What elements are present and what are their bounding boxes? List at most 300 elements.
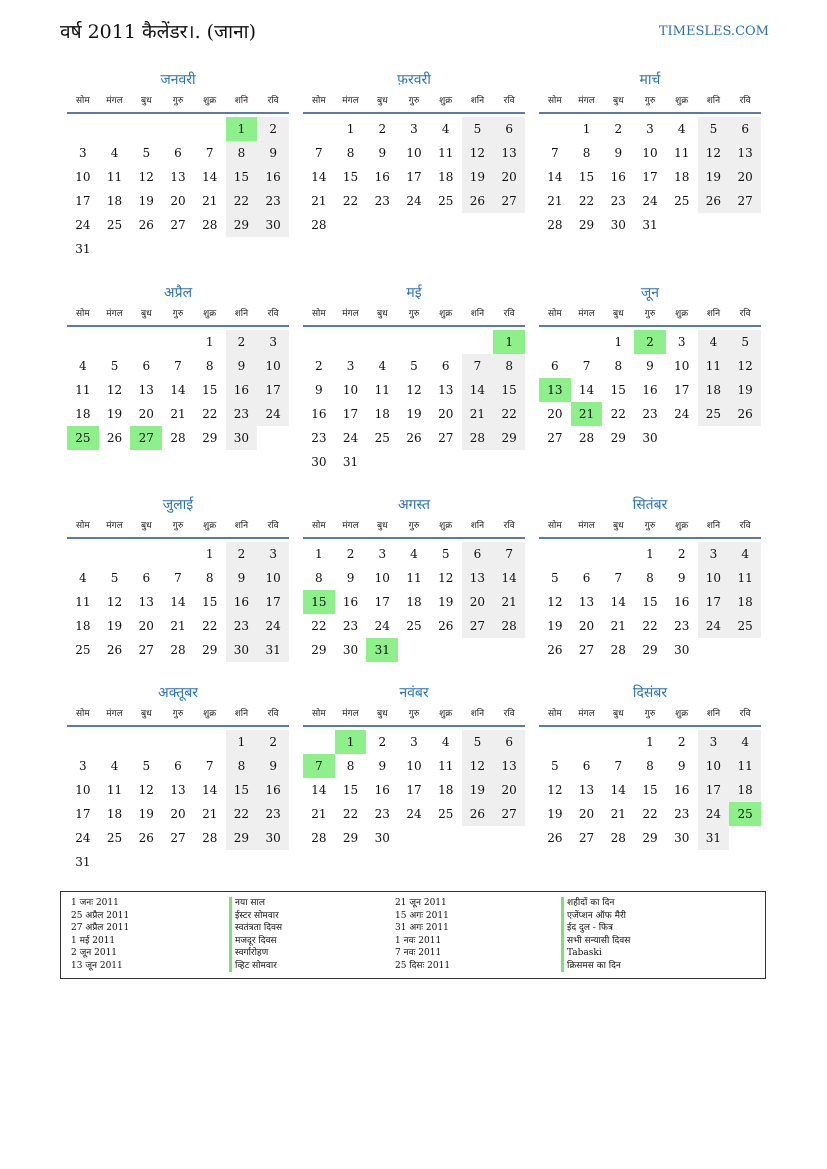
day-cell[interactable]: 6 xyxy=(462,542,494,566)
day-cell[interactable]: 24 xyxy=(406,194,422,208)
day-cell[interactable]: 11 xyxy=(106,170,123,184)
day-cell[interactable]: 1 xyxy=(226,730,258,754)
day-cell[interactable]: 25 xyxy=(698,402,730,426)
day-cell[interactable]: 27 xyxy=(547,431,563,445)
day-cell[interactable]: 11 xyxy=(674,146,690,160)
day-cell[interactable]: 10 xyxy=(674,359,690,373)
day-cell[interactable]: 8 xyxy=(614,359,623,373)
day-cell[interactable]: 7 xyxy=(493,542,525,566)
day-cell[interactable]: 11 xyxy=(438,759,454,773)
day-cell[interactable]: 10 xyxy=(75,783,91,797)
holiday-day-cell[interactable]: 15 xyxy=(303,590,335,614)
day-cell[interactable]: 4 xyxy=(441,122,450,136)
day-cell[interactable]: 18 xyxy=(729,590,761,614)
day-cell[interactable]: 23 xyxy=(257,189,289,213)
day-cell[interactable]: 12 xyxy=(729,354,761,378)
day-cell[interactable]: 20 xyxy=(138,407,154,421)
day-cell[interactable]: 28 xyxy=(170,431,186,445)
day-cell[interactable]: 2 xyxy=(677,547,686,561)
day-cell[interactable]: 22 xyxy=(226,189,258,213)
day-cell[interactable]: 3 xyxy=(378,547,387,561)
day-cell[interactable]: 11 xyxy=(75,595,91,609)
day-cell[interactable]: 21 xyxy=(493,590,525,614)
day-cell[interactable]: 9 xyxy=(378,146,387,160)
day-cell[interactable]: 26 xyxy=(729,402,761,426)
day-cell[interactable]: 5 xyxy=(551,571,559,585)
day-cell[interactable]: 11 xyxy=(406,571,422,585)
day-cell[interactable]: 20 xyxy=(493,778,525,802)
day-cell[interactable]: 10 xyxy=(698,754,730,778)
day-cell[interactable]: 3 xyxy=(698,730,730,754)
day-cell[interactable]: 31 xyxy=(642,218,658,232)
day-cell[interactable]: 28 xyxy=(202,831,218,845)
day-cell[interactable]: 18 xyxy=(374,407,390,421)
day-cell[interactable]: 1 xyxy=(315,547,323,561)
day-cell[interactable]: 8 xyxy=(226,141,258,165)
day-cell[interactable]: 18 xyxy=(406,595,422,609)
day-cell[interactable]: 10 xyxy=(698,566,730,590)
day-cell[interactable]: 17 xyxy=(257,378,289,402)
day-cell[interactable]: 26 xyxy=(547,643,563,657)
day-cell[interactable]: 26 xyxy=(438,619,454,633)
day-cell[interactable]: 15 xyxy=(642,595,658,609)
day-cell[interactable]: 14 xyxy=(462,378,494,402)
day-cell[interactable]: 15 xyxy=(610,383,626,397)
day-cell[interactable]: 28 xyxy=(578,431,595,445)
day-cell[interactable]: 3 xyxy=(257,330,289,354)
day-cell[interactable]: 19 xyxy=(138,807,154,821)
day-cell[interactable]: 24 xyxy=(674,407,690,421)
day-cell[interactable]: 7 xyxy=(614,759,623,773)
day-cell[interactable]: 12 xyxy=(547,595,563,609)
day-cell[interactable]: 17 xyxy=(75,194,91,208)
day-cell[interactable]: 6 xyxy=(142,359,151,373)
day-cell[interactable]: 30 xyxy=(226,638,258,662)
day-cell[interactable]: 15 xyxy=(493,378,525,402)
holiday-day-cell[interactable]: 7 xyxy=(303,754,335,778)
holiday-day-cell[interactable]: 25 xyxy=(729,802,761,826)
day-cell[interactable]: 6 xyxy=(493,117,525,141)
day-cell[interactable]: 9 xyxy=(226,566,258,590)
day-cell[interactable]: 9 xyxy=(614,146,623,160)
day-cell[interactable]: 23 xyxy=(642,407,658,421)
day-cell[interactable]: 5 xyxy=(410,359,418,373)
day-cell[interactable]: 3 xyxy=(346,359,355,373)
day-cell[interactable]: 31 xyxy=(698,826,730,850)
day-cell[interactable]: 22 xyxy=(493,402,525,426)
day-cell[interactable]: 26 xyxy=(462,802,494,826)
day-cell[interactable]: 7 xyxy=(462,354,494,378)
day-cell[interactable]: 12 xyxy=(138,783,154,797)
day-cell[interactable]: 30 xyxy=(674,643,690,657)
day-cell[interactable]: 9 xyxy=(677,759,686,773)
day-cell[interactable]: 2 xyxy=(257,117,289,141)
day-cell[interactable]: 26 xyxy=(698,189,730,213)
day-cell[interactable]: 26 xyxy=(138,218,154,232)
day-cell[interactable]: 17 xyxy=(406,170,422,184)
day-cell[interactable]: 8 xyxy=(646,571,654,585)
day-cell[interactable]: 14 xyxy=(202,170,218,184)
day-cell[interactable]: 10 xyxy=(642,146,658,160)
day-cell[interactable]: 7 xyxy=(205,146,214,160)
day-cell[interactable]: 8 xyxy=(315,571,323,585)
day-cell[interactable]: 29 xyxy=(578,218,595,232)
day-cell[interactable]: 23 xyxy=(674,807,690,821)
day-cell[interactable]: 30 xyxy=(311,455,327,469)
day-cell[interactable]: 14 xyxy=(202,783,218,797)
day-cell[interactable]: 2 xyxy=(315,359,323,373)
day-cell[interactable]: 27 xyxy=(170,218,186,232)
day-cell[interactable]: 16 xyxy=(226,378,258,402)
day-cell[interactable]: 13 xyxy=(578,595,595,609)
day-cell[interactable]: 21 xyxy=(311,807,327,821)
day-cell[interactable]: 24 xyxy=(642,194,658,208)
day-cell[interactable]: 15 xyxy=(642,783,658,797)
day-cell[interactable]: 29 xyxy=(202,431,218,445)
day-cell[interactable]: 10 xyxy=(342,383,359,397)
day-cell[interactable]: 18 xyxy=(75,407,91,421)
day-cell[interactable]: 1 xyxy=(205,335,214,349)
day-cell[interactable]: 12 xyxy=(698,141,730,165)
day-cell[interactable]: 6 xyxy=(142,571,151,585)
day-cell[interactable]: 29 xyxy=(226,826,258,850)
day-cell[interactable]: 21 xyxy=(311,194,327,208)
day-cell[interactable]: 12 xyxy=(547,783,563,797)
day-cell[interactable]: 10 xyxy=(257,354,289,378)
day-cell[interactable]: 19 xyxy=(138,194,154,208)
day-cell[interactable]: 22 xyxy=(342,807,359,821)
day-cell[interactable]: 20 xyxy=(462,590,494,614)
day-cell[interactable]: 4 xyxy=(441,735,450,749)
day-cell[interactable]: 17 xyxy=(257,590,289,614)
day-cell[interactable]: 29 xyxy=(642,831,658,845)
day-cell[interactable]: 17 xyxy=(374,595,390,609)
day-cell[interactable]: 14 xyxy=(610,783,626,797)
day-cell[interactable]: 11 xyxy=(729,754,761,778)
day-cell[interactable]: 30 xyxy=(674,831,690,845)
day-cell[interactable]: 28 xyxy=(311,218,327,232)
day-cell[interactable]: 23 xyxy=(311,431,327,445)
day-cell[interactable]: 22 xyxy=(642,807,658,821)
day-cell[interactable]: 23 xyxy=(226,402,258,426)
day-cell[interactable]: 17 xyxy=(698,590,730,614)
day-cell[interactable]: 27 xyxy=(493,802,525,826)
day-cell[interactable]: 26 xyxy=(547,831,563,845)
day-cell[interactable]: 12 xyxy=(106,595,123,609)
day-cell[interactable]: 18 xyxy=(698,378,730,402)
day-cell[interactable]: 18 xyxy=(729,778,761,802)
day-cell[interactable]: 12 xyxy=(406,383,422,397)
day-cell[interactable]: 14 xyxy=(311,170,327,184)
day-cell[interactable]: 15 xyxy=(342,783,359,797)
day-cell[interactable]: 27 xyxy=(578,831,595,845)
day-cell[interactable]: 28 xyxy=(610,643,626,657)
day-cell[interactable]: 27 xyxy=(578,643,595,657)
day-cell[interactable]: 18 xyxy=(438,170,454,184)
day-cell[interactable]: 10 xyxy=(406,759,422,773)
day-cell[interactable]: 4 xyxy=(79,359,87,373)
day-cell[interactable]: 22 xyxy=(202,407,218,421)
holiday-day-cell[interactable]: 2 xyxy=(634,330,666,354)
day-cell[interactable]: 9 xyxy=(646,359,654,373)
day-cell[interactable]: 12 xyxy=(106,383,123,397)
day-cell[interactable]: 31 xyxy=(257,638,289,662)
day-cell[interactable]: 22 xyxy=(342,194,359,208)
day-cell[interactable]: 25 xyxy=(106,831,123,845)
day-cell[interactable]: 13 xyxy=(170,170,186,184)
day-cell[interactable]: 6 xyxy=(582,571,591,585)
day-cell[interactable]: 16 xyxy=(311,407,327,421)
day-cell[interactable]: 7 xyxy=(174,359,182,373)
day-cell[interactable]: 19 xyxy=(729,378,761,402)
day-cell[interactable]: 14 xyxy=(170,383,186,397)
day-cell[interactable]: 10 xyxy=(75,170,91,184)
day-cell[interactable]: 25 xyxy=(106,218,123,232)
day-cell[interactable]: 28 xyxy=(202,218,218,232)
day-cell[interactable]: 1 xyxy=(646,547,654,561)
day-cell[interactable]: 7 xyxy=(205,759,214,773)
day-cell[interactable]: 27 xyxy=(138,643,154,657)
day-cell[interactable]: 1 xyxy=(646,735,654,749)
day-cell[interactable]: 22 xyxy=(311,619,327,633)
day-cell[interactable]: 8 xyxy=(226,754,258,778)
day-cell[interactable]: 29 xyxy=(202,643,218,657)
day-cell[interactable]: 17 xyxy=(342,407,359,421)
day-cell[interactable]: 19 xyxy=(462,778,494,802)
day-cell[interactable]: 16 xyxy=(374,170,390,184)
day-cell[interactable]: 12 xyxy=(462,141,494,165)
day-cell[interactable]: 3 xyxy=(410,122,418,136)
day-cell[interactable]: 3 xyxy=(646,122,654,136)
day-cell[interactable]: 26 xyxy=(138,831,154,845)
day-cell[interactable]: 12 xyxy=(138,170,154,184)
day-cell[interactable]: 16 xyxy=(674,595,690,609)
day-cell[interactable]: 20 xyxy=(170,194,186,208)
day-cell[interactable]: 15 xyxy=(342,170,359,184)
day-cell[interactable]: 7 xyxy=(315,146,323,160)
day-cell[interactable]: 25 xyxy=(374,431,390,445)
day-cell[interactable]: 7 xyxy=(614,571,623,585)
day-cell[interactable]: 16 xyxy=(610,170,626,184)
day-cell[interactable]: 30 xyxy=(226,426,258,450)
day-cell[interactable]: 15 xyxy=(226,778,258,802)
day-cell[interactable]: 2 xyxy=(378,122,387,136)
day-cell[interactable]: 23 xyxy=(374,807,390,821)
day-cell[interactable]: 19 xyxy=(106,619,123,633)
day-cell[interactable]: 16 xyxy=(674,783,690,797)
day-cell[interactable]: 13 xyxy=(493,141,525,165)
day-cell[interactable]: 6 xyxy=(174,759,182,773)
day-cell[interactable]: 29 xyxy=(342,831,359,845)
day-cell[interactable]: 19 xyxy=(462,165,494,189)
day-cell[interactable]: 2 xyxy=(226,542,258,566)
day-cell[interactable]: 30 xyxy=(642,431,658,445)
day-cell[interactable]: 29 xyxy=(311,643,327,657)
day-cell[interactable]: 22 xyxy=(642,619,658,633)
day-cell[interactable]: 4 xyxy=(378,359,387,373)
day-cell[interactable]: 29 xyxy=(226,213,258,237)
day-cell[interactable]: 28 xyxy=(462,426,494,450)
day-cell[interactable]: 9 xyxy=(257,141,289,165)
day-cell[interactable]: 15 xyxy=(578,170,595,184)
day-cell[interactable]: 12 xyxy=(438,571,454,585)
day-cell[interactable]: 2 xyxy=(614,122,623,136)
day-cell[interactable]: 18 xyxy=(106,807,123,821)
day-cell[interactable]: 25 xyxy=(438,194,454,208)
day-cell[interactable]: 6 xyxy=(493,730,525,754)
holiday-day-cell[interactable]: 31 xyxy=(366,638,398,662)
day-cell[interactable]: 8 xyxy=(205,571,214,585)
day-cell[interactable]: 5 xyxy=(142,759,151,773)
day-cell[interactable]: 16 xyxy=(257,778,289,802)
day-cell[interactable]: 27 xyxy=(493,189,525,213)
day-cell[interactable]: 31 xyxy=(342,455,359,469)
day-cell[interactable]: 9 xyxy=(257,754,289,778)
day-cell[interactable]: 31 xyxy=(75,242,91,256)
day-cell[interactable]: 20 xyxy=(578,807,595,821)
day-cell[interactable]: 15 xyxy=(202,383,218,397)
day-cell[interactable]: 26 xyxy=(106,431,123,445)
day-cell[interactable]: 24 xyxy=(698,802,730,826)
day-cell[interactable]: 19 xyxy=(406,407,422,421)
day-cell[interactable]: 27 xyxy=(462,614,494,638)
day-cell[interactable]: 5 xyxy=(110,359,119,373)
day-cell[interactable]: 1 xyxy=(205,547,214,561)
day-cell[interactable]: 13 xyxy=(493,754,525,778)
day-cell[interactable]: 20 xyxy=(578,619,595,633)
day-cell[interactable]: 1 xyxy=(582,122,591,136)
day-cell[interactable]: 19 xyxy=(547,619,563,633)
day-cell[interactable]: 6 xyxy=(551,359,559,373)
day-cell[interactable]: 16 xyxy=(374,783,390,797)
day-cell[interactable]: 1 xyxy=(346,122,355,136)
holiday-day-cell[interactable]: 27 xyxy=(130,426,162,450)
day-cell[interactable]: 24 xyxy=(75,218,91,232)
day-cell[interactable]: 25 xyxy=(729,614,761,638)
day-cell[interactable]: 19 xyxy=(698,165,730,189)
day-cell[interactable]: 25 xyxy=(438,807,454,821)
day-cell[interactable]: 14 xyxy=(170,595,186,609)
day-cell[interactable]: 21 xyxy=(202,807,218,821)
day-cell[interactable]: 24 xyxy=(406,807,422,821)
day-cell[interactable]: 5 xyxy=(698,117,730,141)
day-cell[interactable]: 4 xyxy=(79,571,87,585)
day-cell[interactable]: 3 xyxy=(410,735,418,749)
day-cell[interactable]: 11 xyxy=(374,383,390,397)
day-cell[interactable]: 2 xyxy=(257,730,289,754)
day-cell[interactable]: 20 xyxy=(438,407,454,421)
day-cell[interactable]: 1 xyxy=(614,335,623,349)
day-cell[interactable]: 11 xyxy=(729,566,761,590)
day-cell[interactable]: 16 xyxy=(226,590,258,614)
day-cell[interactable]: 9 xyxy=(677,571,686,585)
day-cell[interactable]: 30 xyxy=(257,826,289,850)
day-cell[interactable]: 28 xyxy=(547,218,563,232)
day-cell[interactable]: 18 xyxy=(75,619,91,633)
day-cell[interactable]: 5 xyxy=(441,547,450,561)
day-cell[interactable]: 30 xyxy=(257,213,289,237)
day-cell[interactable]: 8 xyxy=(646,759,654,773)
day-cell[interactable]: 18 xyxy=(674,170,690,184)
day-cell[interactable]: 22 xyxy=(226,802,258,826)
day-cell[interactable]: 14 xyxy=(311,783,327,797)
day-cell[interactable]: 25 xyxy=(75,643,91,657)
day-cell[interactable]: 11 xyxy=(106,783,123,797)
day-cell[interactable]: 22 xyxy=(610,407,626,421)
day-cell[interactable]: 24 xyxy=(75,831,91,845)
day-cell[interactable]: 6 xyxy=(729,117,761,141)
day-cell[interactable]: 27 xyxy=(729,189,761,213)
day-cell[interactable]: 26 xyxy=(106,643,123,657)
day-cell[interactable]: 8 xyxy=(346,146,355,160)
day-cell[interactable]: 5 xyxy=(110,571,119,585)
day-cell[interactable]: 28 xyxy=(610,831,626,845)
day-cell[interactable]: 18 xyxy=(438,783,454,797)
day-cell[interactable]: 3 xyxy=(79,146,87,160)
day-cell[interactable]: 4 xyxy=(410,547,418,561)
day-cell[interactable]: 4 xyxy=(110,759,119,773)
day-cell[interactable]: 17 xyxy=(75,807,91,821)
day-cell[interactable]: 13 xyxy=(438,383,454,397)
day-cell[interactable]: 10 xyxy=(374,571,390,585)
day-cell[interactable]: 23 xyxy=(674,619,690,633)
day-cell[interactable]: 24 xyxy=(342,431,359,445)
day-cell[interactable]: 21 xyxy=(610,619,626,633)
day-cell[interactable]: 17 xyxy=(698,778,730,802)
day-cell[interactable]: 7 xyxy=(551,146,559,160)
day-cell[interactable]: 23 xyxy=(342,619,359,633)
day-cell[interactable]: 4 xyxy=(729,542,761,566)
day-cell[interactable]: 3 xyxy=(257,542,289,566)
day-cell[interactable]: 20 xyxy=(170,807,186,821)
day-cell[interactable]: 4 xyxy=(110,146,119,160)
day-cell[interactable]: 14 xyxy=(493,566,525,590)
site-link[interactable]: TIMESLES.COM xyxy=(658,24,769,39)
day-cell[interactable]: 20 xyxy=(493,165,525,189)
holiday-day-cell[interactable]: 1 xyxy=(493,330,525,354)
day-cell[interactable]: 14 xyxy=(547,170,563,184)
day-cell[interactable]: 2 xyxy=(226,330,258,354)
day-cell[interactable]: 5 xyxy=(462,730,494,754)
day-cell[interactable]: 23 xyxy=(610,194,626,208)
day-cell[interactable]: 4 xyxy=(729,730,761,754)
day-cell[interactable]: 24 xyxy=(374,619,390,633)
day-cell[interactable]: 21 xyxy=(462,402,494,426)
day-cell[interactable]: 14 xyxy=(578,383,595,397)
day-cell[interactable]: 26 xyxy=(406,431,422,445)
day-cell[interactable]: 2 xyxy=(346,547,355,561)
day-cell[interactable]: 8 xyxy=(205,359,214,373)
day-cell[interactable]: 5 xyxy=(142,146,151,160)
day-cell[interactable]: 29 xyxy=(493,426,525,450)
day-cell[interactable]: 4 xyxy=(677,122,686,136)
day-cell[interactable]: 28 xyxy=(493,614,525,638)
day-cell[interactable]: 19 xyxy=(547,807,563,821)
day-cell[interactable]: 25 xyxy=(406,619,422,633)
day-cell[interactable]: 16 xyxy=(642,383,658,397)
day-cell[interactable]: 22 xyxy=(578,194,595,208)
day-cell[interactable]: 21 xyxy=(610,807,626,821)
day-cell[interactable]: 9 xyxy=(378,759,387,773)
day-cell[interactable]: 31 xyxy=(75,855,91,869)
holiday-day-cell[interactable]: 1 xyxy=(335,730,367,754)
day-cell[interactable]: 12 xyxy=(462,754,494,778)
day-cell[interactable]: 27 xyxy=(438,431,454,445)
holiday-day-cell[interactable]: 21 xyxy=(571,402,603,426)
day-cell[interactable]: 14 xyxy=(610,595,626,609)
day-cell[interactable]: 25 xyxy=(674,194,690,208)
day-cell[interactable]: 11 xyxy=(75,383,91,397)
